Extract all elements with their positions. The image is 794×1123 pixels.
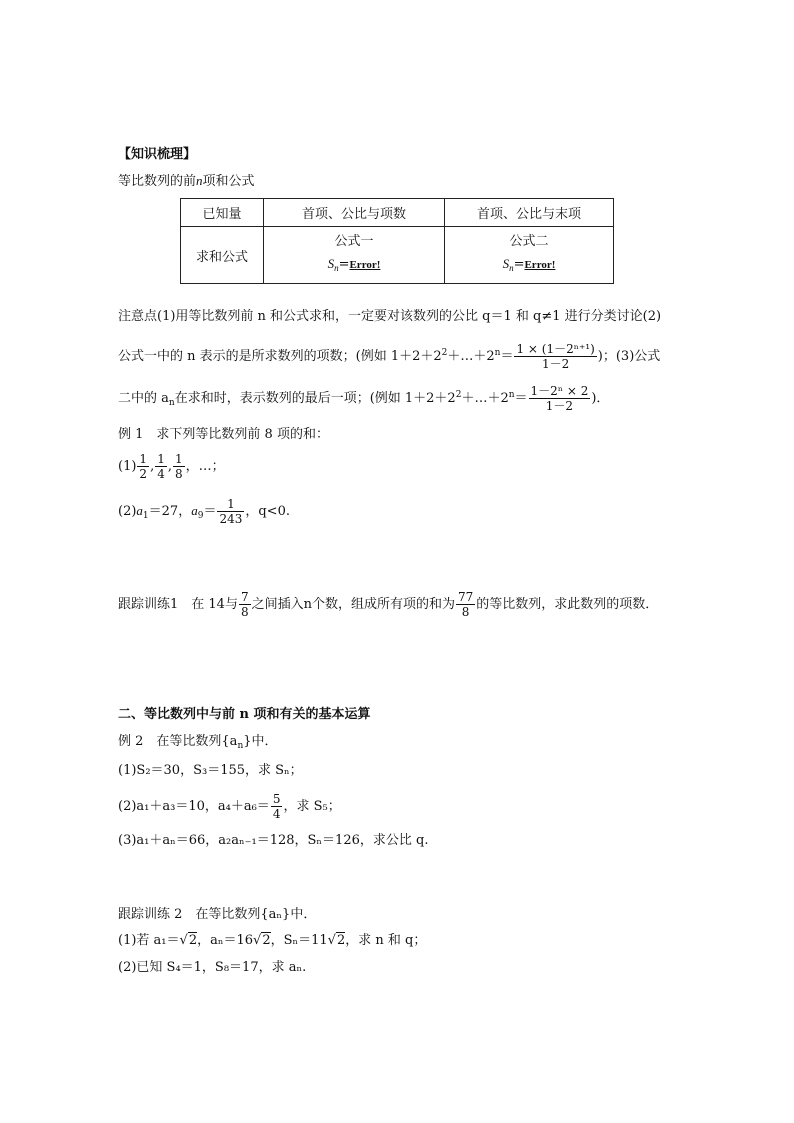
section-heading-2: 二、等比数列中与前 n 项和有关的基本运算: [118, 707, 371, 722]
tracking-exercise-2-title: 跟踪训练 2 在等比数列{aₙ}中．: [118, 907, 317, 922]
formula-table: [180, 198, 614, 284]
table-header-col2: 首项、公比与末项: [445, 199, 614, 227]
table-header-known: 已知量: [181, 199, 264, 227]
table-cell-formula1: 公式一 $S_n=Error$!: [264, 227, 445, 284]
error-field: Error!: [349, 258, 381, 271]
example-2-part-3: (3)a₁＋aₙ＝66，a₂aₙ₋₁＝128，Sₙ＝126，求公比 q.: [118, 833, 429, 848]
example-1-part-1: (1) $\frac{1}{2}$ , $\frac{1}{4}$ , $\frac{1}{8}$ ，…；: [118, 452, 225, 481]
example-1-title: 例 1 求下列等比数列前 8 项的和：: [118, 427, 329, 442]
note-line-3: 二中的 $a_n$在求和时，表示数列的最后一项；(例如 $1+2+2^2+\dots+2^n=$ $\frac{\text{1－2ⁿ × 2}}{1-2}$ )．: [118, 384, 610, 413]
error-field: Error!: [524, 258, 556, 271]
table-header-col1: 首项、公比与项数: [264, 199, 445, 227]
note-line-2: 公式一中的 n 表示的是所求数列的项数；(例如 $1+2+2^2+\dots+2^n=$ $\frac{\text{1 × (1－2ⁿ⁺¹)}}{1-2}$ )；(3)公式: [118, 342, 661, 371]
section-heading-knowledge: 【知识梳理】: [118, 147, 197, 162]
table-cell-formula2: 公式二 $S_n=Error$!: [445, 227, 614, 284]
table-row-label: 求和公式: [181, 227, 264, 284]
example-2-part-2: (2)a₁＋a₃＝10，a₄＋a₆＝ $\frac{5}{4}$ ，求 S₅；: [118, 792, 341, 821]
note-line-1: 注意点(1)用等比数列前 n 和公式求和，一定要对该数列的公比 q＝1 和 q≠1 进行分类讨论(2): [118, 309, 662, 324]
subtitle: 等比数列的前n项和公式: [118, 173, 255, 189]
example-2-title: 例 2 在等比数列$\{a_n\}$中．: [118, 734, 278, 751]
tracking-exercise-2-part-2: (2)已知 S₄＝1，S₈＝17，求 aₙ.: [118, 960, 307, 975]
example-1-part-2: $(2)a_1=27$，$a_9=$ $\frac{1}{243}$ ，q<0.: [118, 497, 290, 526]
fraction: $\frac{\text{1 × (1－2ⁿ⁺¹)}}{1-2}$: [516, 342, 595, 371]
fraction: $\frac{\text{1－2ⁿ × 2}}{1-2}$: [530, 384, 589, 413]
example-2-part-1: (1)S₂＝30，S₃＝155，求 Sₙ；: [118, 763, 303, 778]
tracking-exercise-2-part-1: (1)若 a₁＝√2，aₙ＝16√2，Sₙ＝11√2，求 n 和 q；: [118, 933, 427, 948]
tracking-exercise-1: 跟踪训练1 在 14与 $\frac{7}{8}$ 之间插入n个数，组成所有项的和为 $\frac{77}{8}$ 的等比数列，求此数列的项数．: [118, 590, 659, 619]
